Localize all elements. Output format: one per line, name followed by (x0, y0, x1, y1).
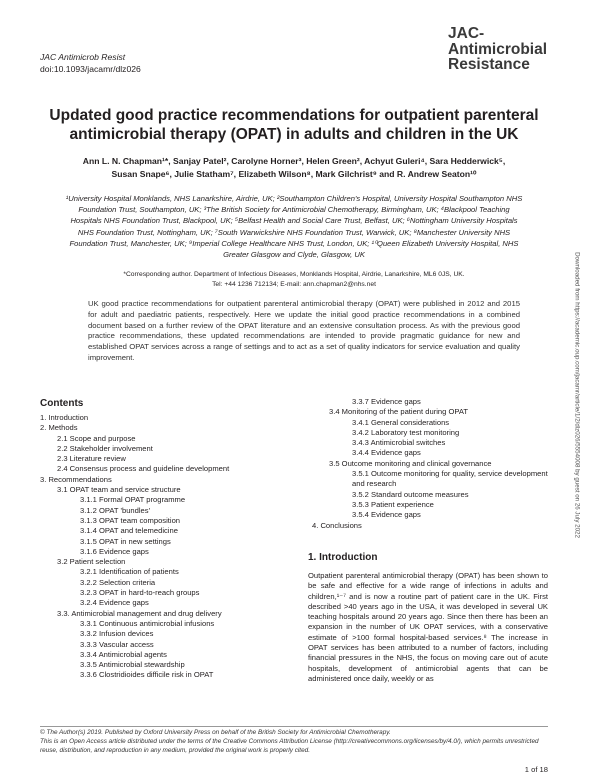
author-list (40, 155, 548, 181)
logo-line-3: Resistance (448, 56, 530, 73)
affiliation-line: Foundation Trust, Manchester, UK; ⁹Imperial College Healthcare NHS Trust, London, UK; ¹⁰Queen Elizabeth University Hospital, NHS (69, 238, 519, 248)
article-title (40, 106, 548, 144)
toc-entry[interactable]: 2.1 Scope and purpose (57, 433, 136, 443)
toc-entry[interactable]: 3.1.6 Evidence gaps (80, 546, 149, 556)
toc-entry[interactable]: 4. Conclusions (312, 520, 362, 530)
toc-right-column (312, 397, 548, 531)
toc-entry[interactable]: 3.5.3 Patient experience (352, 499, 434, 509)
toc-entry[interactable]: 3.3.2 Infusion devices (80, 629, 154, 639)
toc-entry[interactable]: 3.5.2 Standard outcome measures (352, 489, 469, 499)
toc-entry[interactable]: 3.1.3 OPAT team composition (80, 515, 181, 525)
logo-line-2: Antimicrobial (448, 40, 548, 58)
toc-entry[interactable]: 3.1 OPAT team and service structure (57, 485, 181, 495)
toc-entry[interactable]: 3.4.1 General considerations (352, 417, 450, 427)
toc-entry[interactable]: 2. Methods (40, 423, 78, 433)
toc-entry[interactable]: 3.5 Outcome monitoring and clinical governance (329, 458, 492, 468)
affiliations (40, 193, 548, 260)
authors-line-1: Ann L. N. Chapman¹*, Sanjay Patel², Carolyne Horner³, Helen Green², Achyut Guleri⁴, Sara Hedderwick⁵, (82, 156, 506, 166)
introduction-heading: 1. Introduction (308, 552, 378, 563)
title-line-2: antimicrobial therapy (OPAT) in adults and children in the UK (69, 126, 519, 143)
affiliation-line: ¹University Hospital Monklands, NHS Lanarkshire, Airdrie, UK; ²Southampton Children's Hospital, University Hospital Southampton NHS (65, 194, 523, 203)
journal-logo (448, 25, 548, 73)
toc-entry[interactable]: 3.2 Patient selection (57, 557, 126, 567)
toc-entry[interactable]: 3.2.1 Identification of patients (80, 567, 179, 577)
logo-line-1: JAC- (448, 25, 485, 42)
toc-entry[interactable]: 3.3.7 Evidence gaps (352, 397, 421, 406)
toc-entry[interactable]: 1. Introduction (40, 413, 89, 422)
page-number: 1 of 18 (524, 765, 548, 774)
toc-entry[interactable]: 3.3. Antimicrobial management and drug delivery (57, 608, 222, 618)
affiliation-line: NHS Foundation Trust, Nottingham, UK; ⁷South Warwickshire NHS Foundation Trust, Warwick, UK; ⁸Manchester University NHS (77, 227, 511, 237)
affiliation-line: Foundation Trust, Southampton, UK; ³The British Society for Antimicrobial Chemotherapy, Birmingham, UK; ⁴Blackpool Teaching (78, 205, 510, 215)
title-line-1: Updated good practice recommendations for outpatient parenteral (49, 107, 539, 124)
toc-entry[interactable]: 3.1.2 OPAT 'bundles' (80, 505, 151, 515)
authors-line-2: Susan Snape⁶, Julie Statham⁷, Elizabeth Wilson⁸, Mark Gilchrist⁹ and R. Andrew Seaton¹⁰ (111, 169, 477, 179)
toc-entry[interactable]: 3.4.2 Laboratory test monitoring (352, 427, 460, 437)
journal-name: JAC Antimicrob Resist (40, 52, 126, 62)
toc-entry[interactable]: 3.4.3 Antimicrobial switches (352, 438, 446, 448)
toc-entry[interactable]: 3.4.4 Evidence gaps (352, 448, 421, 458)
license-line[interactable]: This is an Open Access article distributed under the terms of the Creative Commons Attribution License (http://creativecommons.org/licenses/by/4.0/), which permits unrestricted reuse, distribution, and reproduction in any medium, provided the original work is properly cited. (40, 738, 539, 754)
toc-entry[interactable]: 3.1.1 Formal OPAT programme (80, 495, 186, 505)
toc-left-column (40, 413, 290, 681)
abstract: UK good practice recommendations for outpatient parenteral antimicrobial therapy (OPAT) were published in 2012 and 2015 for adult and paediatric patients, respectively. Here we update the initial good practice recommendations in a combined document based on a further review of the OPAT literature and an extensive consultation process. As with the previous good practice recommendations, these updated recommendations are intended to provide pragmatic guidance for new and established OPAT services across a range of settings and to act as a set of quality indicators for service evaluation and quality improvement. (88, 299, 520, 362)
toc-entry[interactable]: 3.3.4 Antimicrobial agents (80, 649, 167, 659)
corresponding-address: *Corresponding author. Department of Infectious Diseases, Monklands Hospital, Airdrie, Lanarkshire, ML6 0JS, UK. (123, 271, 465, 278)
download-note-text[interactable]: Downloaded from https://academic.oup.com/jacamr/article/1/2/dlz026/5554008 by guest on 26 July 2022 (573, 252, 581, 538)
toc-entry[interactable]: 2.3 Literature review (57, 454, 126, 464)
footer-divider (40, 726, 548, 727)
toc-entry[interactable]: 3.3.6 Clostridioides difficile risk in OPAT (80, 670, 214, 680)
contents-heading: Contents (40, 398, 84, 409)
corresponding-author (40, 270, 548, 289)
affiliation-line: Greater Glasgow and Clyde, Glasgow, UK (223, 250, 365, 260)
introduction-body: Outpatient parenteral antimicrobial therapy (OPAT) has been shown to be safe and effective for a wide range of infections in adults and children,¹⁻⁷ and is now a routine part of patient care in the UK. First described >40 years ago in the USA, it was developed in several UK teaching hospitals around 20 years ago. Since then there has been an expansion in the number of UK OPAT services, with a conservative estimate of >100 formal hospital-based services.⁸ The increase in OPAT services has been attributed to a number of factors, including financial pressures in the NHS, the focus on moving care out of acute hospitals, development of antimicrobial agents that can be administered once daily, weekly or as (308, 571, 548, 683)
copyright-line: © The Author(s) 2019. Published by Oxford University Press on behalf of the British Society for Antimicrobial Chemotherapy. (40, 729, 391, 736)
journal-info (40, 51, 141, 75)
toc-entry[interactable]: 3.1.5 OPAT in new settings (80, 536, 171, 546)
corresponding-contact[interactable]: Tel: +44 1236 712134; E-mail: ann.chapman2@nhs.net (212, 280, 376, 288)
toc-entry[interactable]: 3. Recommendations (40, 474, 112, 484)
toc-entry[interactable]: 3.2.2 Selection criteria (80, 577, 156, 587)
toc-entry[interactable]: 3.2.3 OPAT in hard-to-reach groups (80, 588, 200, 598)
toc-entry[interactable]: 3.3.3 Vascular access (80, 639, 154, 649)
toc-entry[interactable]: 3.3.5 Antimicrobial stewardship (80, 660, 185, 670)
download-note (572, 225, 582, 565)
license-footer (40, 728, 548, 755)
toc-entry[interactable]: 3.1.4 OPAT and telemedicine (80, 526, 178, 536)
doi-text[interactable]: doi:10.1093/jacamr/dlz026 (40, 64, 141, 74)
toc-entry[interactable]: 3.4 Monitoring of the patient during OPAT (329, 407, 469, 417)
toc-entry[interactable]: 2.2 Stakeholder involvement (57, 443, 153, 453)
toc-entry[interactable]: 3.5.4 Evidence gaps (352, 510, 421, 520)
toc-entry[interactable]: 3.5.1 Outcome monitoring for quality, service development and research (352, 469, 548, 489)
affiliation-line: Hospitals NHS Foundation Trust, Blackpool, UK; ⁵Belfast Health and Social Care Trust, Belfast, UK; ⁶Nottingham University Hospitals (70, 216, 518, 226)
toc-entry[interactable]: 3.2.4 Evidence gaps (80, 598, 149, 608)
toc-entry[interactable]: 2.4 Consensus process and guideline development (57, 464, 230, 474)
toc-entry[interactable]: 3.3.1 Continuous antimicrobial infusions (80, 618, 215, 628)
